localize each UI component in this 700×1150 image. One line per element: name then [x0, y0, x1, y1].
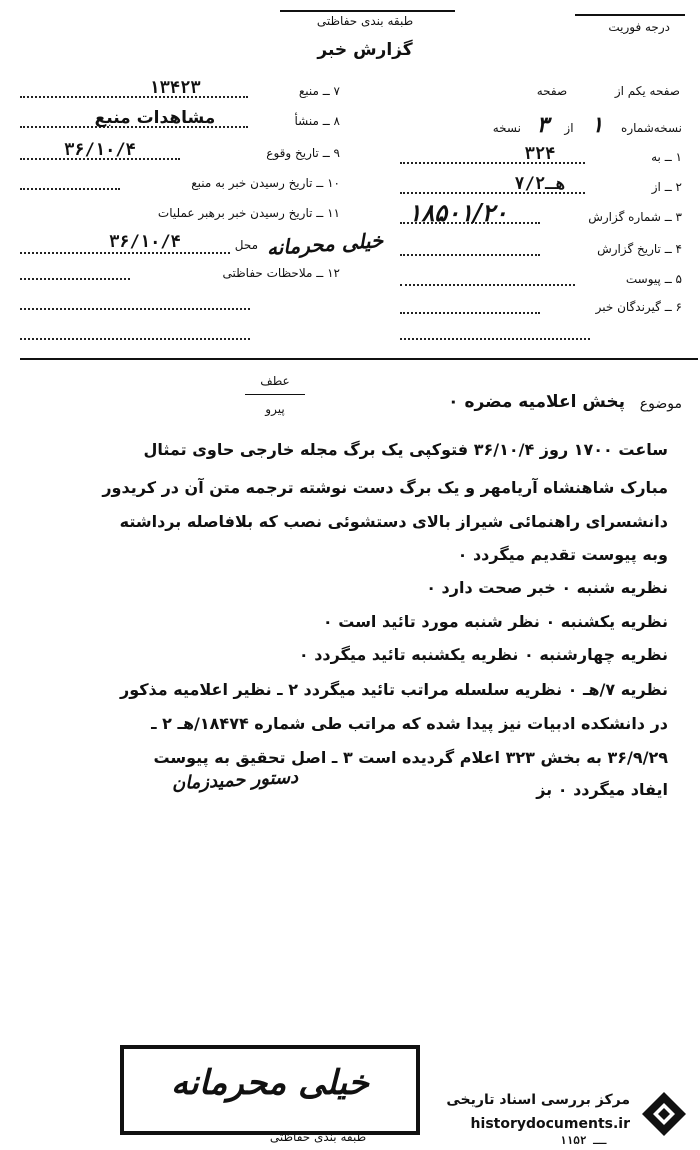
field-10-line — [20, 188, 120, 190]
field-2-label: ۲ ــ از — [651, 180, 682, 194]
subject-label: موضوع — [639, 396, 682, 412]
field-12-line-2 — [20, 308, 250, 310]
field-6-line-2 — [400, 338, 590, 340]
confidential-stamp-text: خیلی محرمانه — [171, 1063, 369, 1103]
field-3-label: ۳ ــ شماره گزارش — [588, 210, 682, 224]
body-line-6: نظریه یکشنبه ۰ نظر شنبه مورد تائید است ۰ — [322, 612, 668, 631]
field-4-line — [400, 254, 540, 256]
confidential-stamp — [120, 1045, 420, 1135]
copy-number-label: نسخه‌شماره — [621, 121, 682, 135]
copy-total-value: ۳ — [536, 112, 549, 138]
header-separator — [20, 358, 698, 360]
copy-number-row — [400, 112, 682, 138]
classification-top: طبقه بندی حفاظتی — [316, 14, 414, 28]
handwritten-ref-note: خیلی محرمانه — [266, 227, 384, 261]
atf-label: عطف — [260, 374, 290, 388]
field-5-line — [400, 284, 575, 286]
body-line-1: ساعت ۱۷۰۰ روز ۳۶/۱۰/۴ فتوکپی یک برگ مجله خارجی حاوی تمثال — [143, 440, 668, 459]
field-1-label: ۱ ــ به — [651, 150, 682, 164]
body-line-3: دانشسرای راهنمائی شیراز بالای دستشوئی نصب که بلافاصله برداشته — [119, 512, 668, 531]
field-12-label: ۱۲ ــ ملاحظات حفاظتی — [222, 266, 340, 280]
field-12-line — [20, 278, 130, 280]
body-line-9: در دانشکده ادبیات نیز پیدا شده که مراتب طی شماره ۱۸۴۷۴/هـ ۲ ـ — [151, 714, 668, 733]
document-title: گزارش خبر — [317, 40, 413, 60]
copy-number-value: ۱ — [591, 112, 604, 138]
field-11-label: ۱۱ ــ تاریخ رسیدن خبر برهبر عملیات — [157, 206, 340, 220]
field-3-value: ۱۸۵۰۱/۲۰ — [408, 198, 508, 227]
field-9-label: ۹ ــ تاریخ وقوع — [266, 146, 340, 160]
page-label-of: صفحه — [536, 84, 568, 98]
field-5-label: ۵ ــ پیوست — [625, 272, 682, 286]
body-line-4: وبه پیوست تقدیم میگردد ۰ — [457, 545, 668, 564]
field-12-line-3 — [20, 338, 250, 340]
body-line-2: مبارک شاهنشاه آریامهر و یک برگ دست نوشته ترجمه متن آن در کریدور — [102, 478, 668, 497]
body-line-8: نظریه ۷/هـ ۰ نظریه سلسله مراتب تائید میگردد ۲ ـ نظیر اعلامیه مذکور — [119, 680, 668, 699]
copy-of-label: از — [564, 121, 574, 135]
page-code: ۱۱ــ ۵۲ — [560, 1134, 607, 1147]
field-9-value: ۳۶/۱۰/۴ — [64, 140, 136, 160]
field-11-place: محل — [234, 238, 258, 252]
field-8-label: ۸ ــ منشأ — [294, 114, 340, 128]
archive-url: historydocuments.ir — [470, 1116, 630, 1132]
field-11-line — [20, 252, 230, 254]
priority-label: درجه فوریت — [608, 20, 670, 34]
field-6-label: ۶ ــ گیرندگان خبر — [595, 300, 682, 314]
field-7-value: ۱۳۴۲۳ — [149, 78, 201, 98]
field-11-value: ۳۶/۱۰/۴ — [109, 232, 181, 252]
page-label — [470, 84, 680, 98]
field-10-label: ۱۰ ــ تاریخ رسیدن خبر به منبع — [191, 176, 340, 190]
archive-name: مرکز بررسی اسناد تاریخی — [446, 1092, 630, 1108]
body-line-7: نظریه چهارشنبه ۰ نظریه یکشنبه تائید میگردد ۰ — [298, 645, 668, 664]
field-6-line — [400, 312, 540, 314]
field-7-label: ۷ ــ منبع — [298, 84, 340, 98]
field-8-value: مشاهدات منبع — [94, 108, 216, 128]
classification-top-line — [280, 10, 455, 12]
field-1-value: ۳۲۴ — [524, 144, 556, 164]
handwritten-signature: دستور حمیدزمان — [171, 766, 299, 795]
archive-logo-icon — [636, 1088, 692, 1140]
body-line-10: ۳۶/۹/۲۹ به بخش ۳۲۳ اعلام گردیده است ۳ ـ اصل تحقیق به پیوست — [153, 748, 668, 767]
atf-divider — [245, 394, 305, 395]
priority-line — [575, 14, 685, 16]
field-2-value: ۷/هـ۲ — [514, 174, 566, 194]
classification-bottom: طبقه بندی حفاظتی — [269, 1130, 367, 1144]
peyro-label: پیرو — [265, 402, 285, 416]
page-label-text: صفحه یکم از — [614, 84, 680, 98]
copy-label: نسخه — [492, 121, 521, 135]
subject-value: پخش اعلامیه مضره ۰ — [448, 392, 625, 412]
field-4-label: ۴ ــ تاریخ گزارش — [597, 242, 682, 256]
body-line-11: ایفاد میگردد ۰ بز — [536, 780, 668, 799]
body-line-5: نظریه شنبه ۰ خبر صحت دارد ۰ — [426, 578, 668, 597]
